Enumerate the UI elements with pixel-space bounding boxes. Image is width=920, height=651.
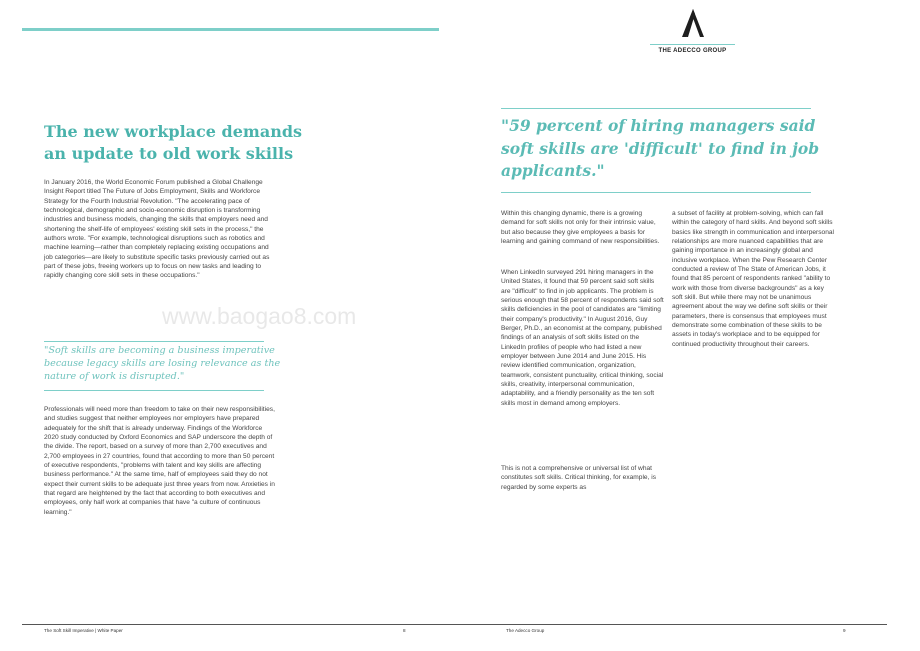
footer-rule xyxy=(22,624,887,625)
page-heading: The new workplace demands an update to old work skills xyxy=(44,122,303,163)
right-pull-quote: "59 percent of hiring managers said soft skills are 'difficult' to find in job applicants." xyxy=(501,116,820,180)
adecco-a-logo-icon xyxy=(676,8,710,38)
right-col1-paragraph-3: This is not a comprehensive or universal list of what constitutes soft skills. Critical thinking, for example, is regarded by some experts as xyxy=(501,465,657,491)
brand-rule xyxy=(650,44,735,45)
brand-block xyxy=(650,8,735,54)
right-col2-paragraph-1: a subset of facility at problem-solving, which can fall within the category of hard skills. And beyond soft skills basics like strength in communication and interpersonal relationships are more nuanced capabilities that are gaining importance in an increasingly global and inclusive workplace. When the Pew Research Center conducted a review of The State of American Jobs, it found that 85 percent of respondents ranked "ability to work with those from diverse backgrounds" as a key soft skill. But while there may not be unanimous agreement about the way we define soft skills or their parameters, there is consensus that employees must demonstrate some combination of these skills to be assets in today's workplace and to be equipped for continued productivity throughout their careers. xyxy=(672,210,834,348)
left-pull-quote: "Soft skills are becoming a business imperative because legacy skills are losing relevance as the nature of work is disrupted." xyxy=(44,345,281,382)
right-col1-paragraph-1: Within this changing dynamic, there is a growing demand for soft skills not only for their intrinsic value, but also because they give employees a basis for learning and gaining command of new responsibilities. xyxy=(501,210,660,246)
top-accent-rule xyxy=(22,28,439,31)
left-paragraph-1: In January 2016, the World Economic Forum published a Global Challenge Insight Report titled The Future of Jobs Employment, Skills and Workforce Strategy for the Fourth Industrial Revolution. "The accelerating pace of technological, demographic and socio-economic disruption is transforming industries and business models, changing the skills that employers need and shortening the shelf-life of employees' existing skill sets in the process," the authors wrote. "For example, technological disruptions such as robotics and machine learning—rather than completely replacing existing occupations and job categories—are likely to substitute specific tasks previously carried out as part of these jobs, freeing workers up to focus on new tasks and leading to rapidly changing core skill sets in these occupations." xyxy=(44,179,270,280)
right-col1-paragraph-2: When LinkedIn surveyed 291 hiring managers in the United States, it found that 59 percent said soft skills are "difficult" to find in job applicants. The problem is serious enough that 58 percent of respondents said soft skills deficiencies in the pool of candidates are "limiting their company's productivity." In August 2016, Guy Berger, Ph.D., an economist at the company, published findings of an analysis of soft skills listed on the LinkedIn profiles of people who had listed a new employer between June 2014 and June 2015. His review identified communication, organization, teamwork, consistent punctuality, critical thinking, social skills, creativity, interpersonal communication, adaptability, and a friendly personality as the ten soft skills most in demand among employers. xyxy=(501,269,664,407)
left-paragraph-2: Professionals will need more than freedom to take on their new responsibilities, and studies suggest that neither employees nor employers have prepared adequately for the shift that is already underway. Findings of the Workforce 2020 study conducted by Oxford Economics and SAP underscore the depth of the divide. The report, based on a survey of more than 2,700 executives and 2,700 employees in 27 countries, found that according to more than 50 percent of executive respondents, "problems with talent and key skills are affecting business performance." At the same time, half of employees said they do not expect their current skills to be adequate just three years from now. Anxieties in that regard are heightened by the fact that according to both executives and employees, only half work at companies that have "a culture of continuous learning." xyxy=(44,406,275,516)
pull-quote-rule-bottom xyxy=(44,390,264,391)
footer-left-page-number: 8 xyxy=(403,628,406,633)
right-pull-quote-rule-top xyxy=(501,108,811,109)
watermark: www.baogao8.com xyxy=(162,303,357,329)
footer-right-page-number: 9 xyxy=(843,628,846,633)
brand-name: THE ADECCO GROUP xyxy=(658,48,727,54)
footer-right-title: The Adecco Group xyxy=(506,628,545,633)
right-pull-quote-rule-bottom xyxy=(501,192,811,193)
footer-left-title: The Soft Skill Imperative | White Paper xyxy=(44,628,123,633)
pull-quote-rule-top xyxy=(44,341,264,342)
